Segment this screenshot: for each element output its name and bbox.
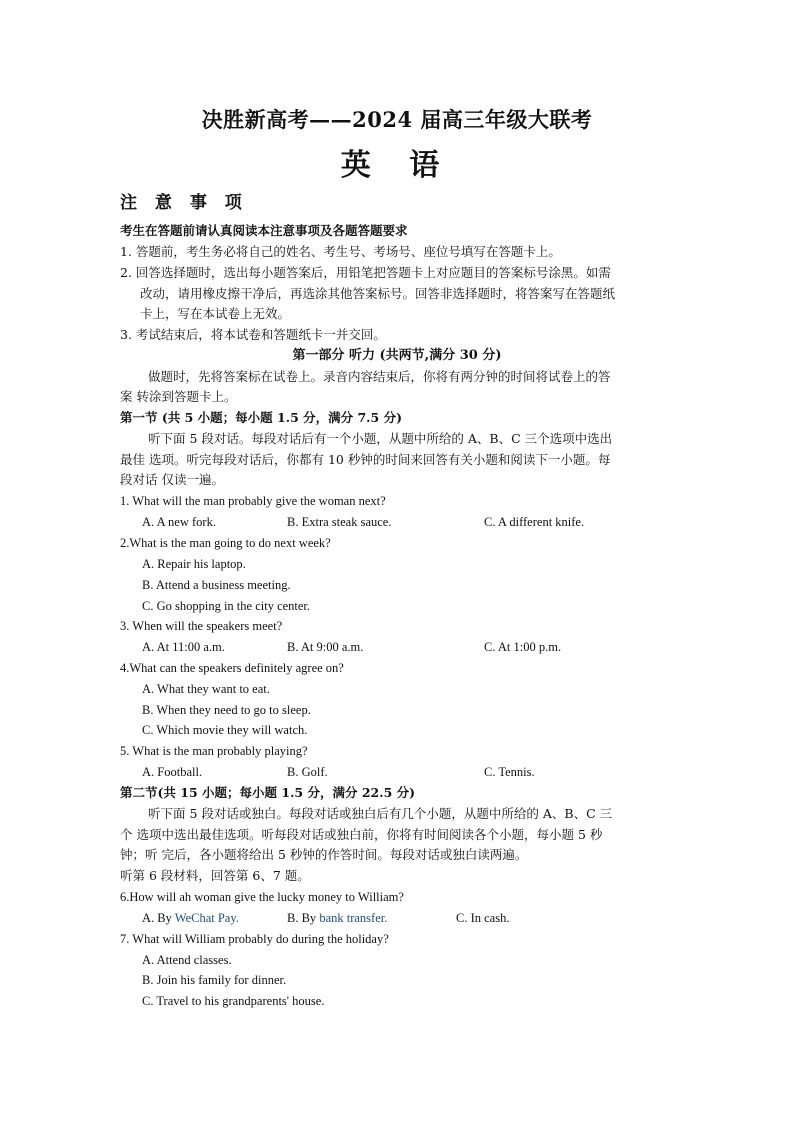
- section1-title: 第一节 (共 5 小题；每小题 1.5 分，满分 7.5 分): [120, 410, 402, 425]
- q6-option-a-text: WeChat Pay.: [174, 911, 239, 925]
- section1-intro: 听下面 5 段对话。每段对话后有一个小题，从题中所给的 A、B、C 三个选项中选出: [148, 431, 613, 446]
- q4-option-a: A. What they want to eat.: [142, 682, 270, 696]
- q5-option-c: C. Tennis.: [484, 765, 535, 779]
- section2-intro: 钟；听 完后，各小题将给出 5 秒钟的作答时间。每段对话或独白读两遍。: [120, 847, 528, 862]
- section2-intro: 个 选项中选出最佳选项。听每段对话或独白前，你将有时间阅读各个小题，每小题 5 秒: [120, 827, 603, 842]
- question-7: 7. What will William probably do during the holiday?: [120, 932, 389, 946]
- q6-option-a-prefix: A. By: [142, 911, 175, 925]
- q6-option-a: [142, 909, 239, 927]
- q6-option-b-text: bank transfer.: [319, 911, 388, 925]
- q2-option-b: B. Attend a business meeting.: [142, 578, 291, 592]
- question-3: 3. When will the speakers meet?: [120, 619, 283, 633]
- q4-option-b: B. When they need to go to sleep.: [142, 703, 311, 717]
- notice-item: 1. 答题前，考生务必将自己的姓名、考生号、考场号、座位号填写在答题卡上。: [120, 244, 561, 259]
- question-1: 1. What will the man probably give the woman next?: [120, 494, 386, 508]
- q1-option-c: C. A different knife.: [484, 515, 585, 529]
- q7-option-b: B. Join his family for dinner.: [142, 973, 287, 987]
- q5-option-a: A. Football.: [142, 765, 203, 779]
- exam-title: 决胜新高考——2024 届高三年级大联考: [201, 107, 593, 132]
- q3-option-c: C. At 1:00 p.m.: [484, 640, 562, 654]
- q2-option-c: C. Go shopping in the city center.: [142, 599, 311, 613]
- notice-item: 卡上，写在本试卷上无效。: [140, 306, 291, 321]
- question-5: 5. What is the man probably playing?: [120, 744, 308, 758]
- q6-option-b: [287, 909, 387, 927]
- q3-option-a: A. At 11:00 a.m.: [142, 640, 225, 654]
- q3-option-b: B. At 9:00 a.m.: [287, 640, 364, 654]
- q6-option-c: C. In cash.: [456, 911, 510, 925]
- section2-intro: 听下面 5 段对话或独白。每段对话或独白后有几个小题，从题中所给的 A、B、C 三: [148, 806, 613, 821]
- subject-title: 英 语: [340, 148, 454, 183]
- question-6: 6.How will ah woman give the lucky money to William?: [120, 890, 404, 904]
- notice-subheading: 考生在答题前请认真阅读本注意事项及各题答题要求: [120, 223, 408, 238]
- question-4: 4.What can the speakers definitely agree on?: [120, 661, 344, 675]
- question-2: 2.What is the man going to do next week?: [120, 536, 331, 550]
- q1-option-a: A. A new fork.: [142, 515, 216, 529]
- part1-intro: 案 转涂到答题卡上。: [120, 389, 237, 404]
- q6-option-b-prefix: B. By: [287, 911, 320, 925]
- section2-title: 第二节(共 15 小题；每小题 1.5 分，满分 22.5 分): [120, 785, 416, 800]
- q7-option-c: C. Travel to his grandparents' house.: [142, 994, 325, 1008]
- q7-option-a: A. Attend classes.: [142, 953, 232, 967]
- part1-title: 第一部分 听力 (共两节,满分 30 分): [292, 348, 502, 363]
- section2-intro: 听第 6 段材料，回答第 6、7 题。: [120, 868, 310, 883]
- notice-item: 改动，请用橡皮擦干净后，再选涂其他答案标号。回答非选择题时，将答案写在答题纸: [140, 286, 616, 301]
- q1-option-b: B. Extra steak sauce.: [287, 515, 392, 529]
- notice-item: 3. 考试结束后，将本试卷和答题纸卡一并交回。: [120, 327, 386, 342]
- part1-intro: 做题时，先将答案标在试卷上。录音内容结束后，你将有两分钟的时间将试卷上的答: [148, 369, 611, 384]
- section1-intro: 段对话 仅读一遍。: [120, 472, 224, 487]
- section1-intro: 最佳 选项。听完每段对话后，你都有 10 秒钟的时间来回答有关小题和阅读下一小题。每: [120, 452, 611, 467]
- notice-heading: 注 意 事 项: [120, 193, 248, 213]
- q5-option-b: B. Golf.: [287, 765, 328, 779]
- q4-option-c: C. Which movie they will watch.: [142, 723, 308, 737]
- notice-item: 2. 回答选择题时，选出每小题答案后，用铅笔把答题卡上对应题目的答案标号涂黑。如需: [120, 265, 611, 280]
- q2-option-a: A. Repair his laptop.: [142, 557, 246, 571]
